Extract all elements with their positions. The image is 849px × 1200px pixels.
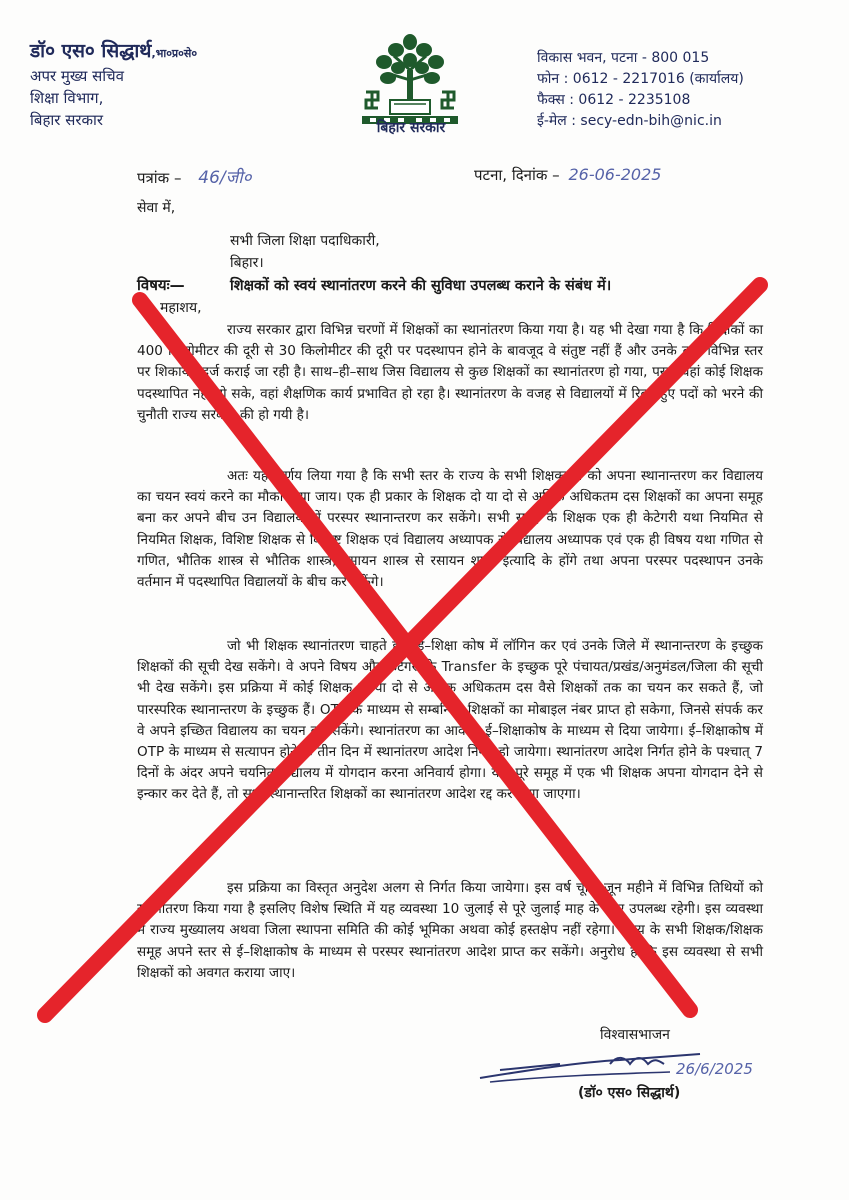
paragraph-text: जो भी शिक्षक स्थानांतरण चाहते हैं वे ई–शिक्षा कोष में लॉगिन कर एवं उनके जिले में स्थानान्तरण के इच्छुक शिक्षकों की सूची देख सकेंगे। वे अपने विषय और केटेगरी के Transfer के इच्छुक पूरे पंचायत/प्रखंड/अनुमंडल/जिला की सूची भी देख सकेंगे। इस प्रक्रिया में कोई शिक्षक दो या दो से अधिक अधिकतम दस वैसे शिक्षकों तक का चयन कर सकते हैं, जो पारस्परिक स्थानान्तरण के इच्छुक हैं। OTP के माध्यम से सम्बन्धित शिक्षकों का मोबाइल नंबर प्राप्त हो सकेगा, जिनसे संपर्क कर वे अपने इच्छित विद्यालय का चयन कर सकेंगे। स्थानांतरण का आवेदन ई–शिक्षाकोष के माध्यम से दिया जायेगा। ई–शिक्षाकोष में OTP के माध्यम से सत्यापन होने के तीन दिन में स्थानांतरण आदेश निर्गत हो जायेगा। स्थानांतरण आदेश निर्गत होने के पश्चात् 7 दिनों के अंदर अपने चयनित विद्यालय में योगदान करना अनिवार्य होगा। यदि पूरे समूह में एक भी शिक्षक अपना योगदान देने से इन्कार कर देते हैं, तो सभी स्थानान्तरित शिक्षकों का स्थानांतरण आदेश रद्द कर दिया जाएगा। — [137, 638, 763, 803]
greeting: महाशय, — [160, 300, 202, 316]
contact-block — [537, 48, 744, 132]
officer-qualification: ,भा०प्र०से० — [151, 47, 198, 60]
signatory-name: (डॉ० एस० सिद्धार्थ) — [578, 1085, 681, 1101]
phone-number: फोन : 0612 - 2217016 (कार्यालय) — [537, 71, 744, 87]
email-address: ई-मेल : secy-edn-bih@nic.in — [537, 113, 722, 129]
office-address: विकास भवन, पटना - 800 015 — [537, 50, 710, 66]
department: शिक्षा विभाग, — [30, 89, 104, 107]
government: बिहार सरकार — [30, 111, 104, 129]
date-label: पटना, दिनांक – — [474, 166, 560, 184]
reference-label: पत्रांक – — [137, 169, 182, 187]
paragraph-text: इस प्रक्रिया का विस्तृत अनुदेश अलग से निर्गत किया जायेगा। इस वर्ष चूंकि जून महीने में विभिन्न तिथियों को स्थानांतरण किया गया है इसलिए विशेष स्थिति में यह व्यवस्था 10 जुलाई से पूरे जुलाई माह के लिए उपलब्ध रहेगी। इस व्यवस्था में राज्य मुख्यालय अथवा जिला स्थापना समिति की कोई भूमिका अथवा कोई हस्तक्षेप नहीं रहेगा। राज्य के सभी शिक्षक/शिक्षक समूह अपने स्तर से ई–शिक्षाकोष के माध्यम से परस्पर स्थानांतरण आदेश प्राप्त कर सकेंगे। अनुरोध है कि इस व्यवस्था से सभी शिक्षकों को अवगत कराया जाए। — [137, 880, 763, 981]
body-paragraph — [137, 878, 763, 984]
fax-number: फैक्स : 0612 - 2235108 — [537, 92, 691, 108]
subject-label: विषयः— — [137, 276, 185, 294]
subject-text: शिक्षकों को स्वयं स्थानांतरण करने की सुविधा उपलब्ध कराने के संबंध में। — [230, 278, 612, 294]
body-paragraph — [137, 320, 763, 426]
salutation: सेवा में, — [137, 200, 176, 216]
emblem-caption: बिहार सरकार — [376, 120, 446, 136]
addressee-line-2: बिहार। — [230, 255, 264, 271]
paragraph-text: राज्य सरकार द्वारा विभिन्न चरणों में शिक्षकों का स्थानांतरण किया गया है। यह भी देखा गया है कि शिक्षकों का 400 किलोमीटर की दूरी से 30 किलोमीटर की दूरी पर पदस्थापन होने के बावजूद वे संतुष्ट नहीं हैं और उनके द्वारा विभिन्न स्तर पर शिकायत दर्ज कराई जा रही है। साथ–ही–साथ जिस विद्यालय से कुछ शिक्षकों का स्थानांतरण हो गया, परन्तु वहां कोई शिक्षक पदस्थापित नहीं हो सके, वहां शैक्षणिक कार्य प्रभावित हो रहा है। स्थानांतरण के वजह से विद्यालयों में रिक्त हुए पदों को भरने की चुनौती राज्य सरकार की हो गयी है। — [137, 322, 763, 423]
addressee-line-1: सभी जिला शिक्षा पदाधिकारी, — [230, 233, 380, 249]
letter-date: 26-06-2025 — [568, 165, 662, 184]
paragraph-text: अतः यह निर्णय लिया गया है कि सभी स्तर के राज्य के सभी शिक्षकगण को अपना स्थानान्तरण कर विद्यालय का चयन स्वयं करने का मौका दिया जाय। एक ही प्रकार के शिक्षक दो या दो से अधिक अधिकतम दस शिक्षकों का अपना समूह बना कर अपने बीच उन विद्यालयों में परस्पर स्थानान्तरण कर सकेंगे। सभी समूह के शिक्षक एक ही केटेगरी यथा नियमित से नियमित शिक्षक, विशिष्ट शिक्षक से विशिष्ट शिक्षक एवं विद्यालय अध्यापक से विद्यालय अध्यापक एवं एक ही विषय यथा गणित से गणित, भौतिक शास्त्र से भौतिक शास्त्र, रसायन शास्त्र से रसायन शास्त्र इत्यादि के होंगे तथा अपना परस्पर पदस्थापन उनके वर्तमान में पदस्थापित विद्यालयों के बीच कर सकेंगे। — [137, 468, 763, 591]
designation: अपर मुख्य सचिव — [30, 67, 124, 85]
sender-block — [30, 40, 197, 131]
signature-date: 26/6/2025 — [676, 1060, 753, 1078]
officer-name: डॉ० एस० सिद्धार्थ — [30, 40, 152, 62]
date-row — [474, 165, 661, 185]
reference-number: 46/जी० — [198, 168, 252, 188]
reference-row — [137, 165, 251, 188]
body-paragraph — [137, 466, 763, 593]
closing: विश्वासभाजन — [600, 1027, 670, 1043]
addressee — [230, 230, 380, 274]
body-paragraph — [137, 636, 763, 806]
